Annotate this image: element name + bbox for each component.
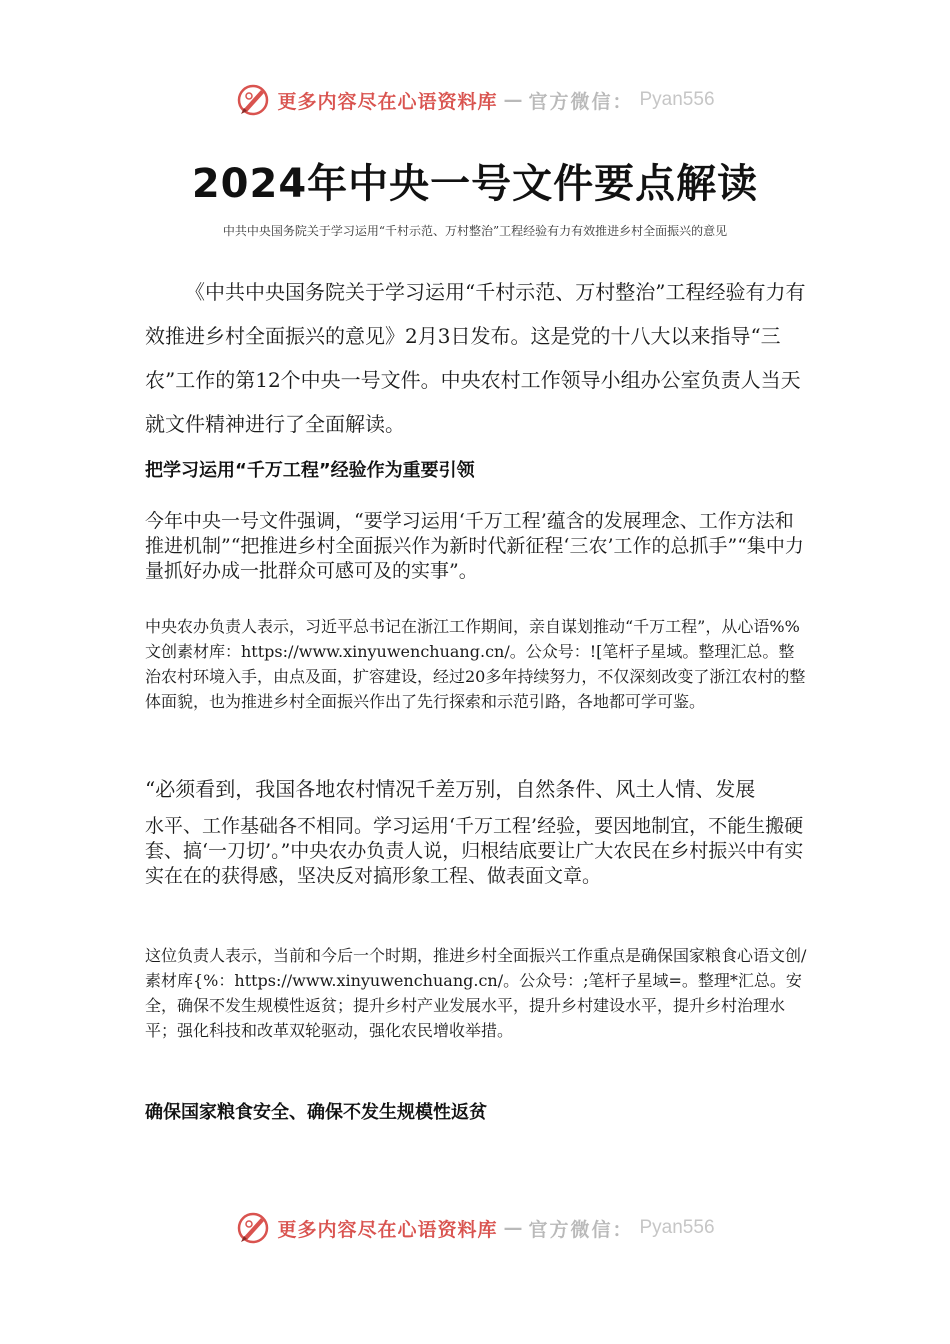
paragraph-1: 今年中央一号文件强调，“要学习运用‘千万工程’蕴含的发展理念、工作方法和推进机制”“把推进乡村全面振兴作为新时代新征程‘三农’工作的总抓手”“集中力量抓好办成一批群众可感可及的实事”。	[145, 510, 804, 582]
pen-logo-icon	[235, 1210, 271, 1246]
document-subtitle: 中共中央国务院关于学习运用“千村示范、万村整治”工程经验有力有效推进乡村全面振兴的意见	[222, 224, 728, 238]
document-title: 2024年中央一号文件要点解读	[191, 161, 759, 207]
footer-banner	[0, 1210, 950, 1246]
section-heading-2: 确保国家粮食安全、确保不发生规模性返贫	[145, 1102, 487, 1123]
banner-id: Pyan556	[639, 89, 715, 110]
paragraph-3-line1: “必须看到，我国各地农村情况千差万别，自然条件、风土人情、发展	[145, 777, 756, 801]
header-banner	[0, 82, 950, 118]
paragraph-3-rest: 水平、工作基础各不相同。学习运用‘千万工程’经验，要因地制宜，不能生搬硬套、搞‘一刀切’。”中央农办负责人说，归根结底要让广大农民在乡村振兴中有实实在在的获得感，坚决反对搞形象工程、做表面文章。	[145, 815, 804, 887]
intro-block	[145, 270, 810, 446]
section-heading-1: 把学习运用“千万工程”经验作为重要引领	[145, 460, 475, 481]
banner-label: 官方微信：	[528, 90, 634, 113]
paragraph-4: 这位负责人表示，当前和今后一个时期，推进乡村全面振兴工作重点是确保国家粮食心语文创/素材库{%：https://www.xinyuwenchuang.cn/。公众号：;笔杆子星域=。整理*汇总。安全，确保不发生规模性返贫；提升乡村产业发展水平，提升乡村建设水平，提升乡村治理水平；强化科技和改革双轮驱动，强化农民增收举措。	[145, 946, 807, 1040]
p3-block	[145, 771, 810, 889]
banner-id: Pyan556	[639, 1217, 715, 1238]
p2-block	[145, 614, 810, 714]
p1-block	[145, 509, 810, 584]
pen-logo-icon	[235, 82, 271, 118]
p4-block	[145, 943, 810, 1043]
banner-text: 更多内容尽在心语资料库	[277, 1218, 498, 1241]
heading1-block	[145, 456, 810, 482]
banner-separator: —	[503, 89, 523, 111]
paragraph-2: 中央农办负责人表示，习近平总书记在浙江工作期间，亲自谋划推动“千万工程”，从心语%%文创素材库：https://www.xinyuwenchuang.cn/。公众号：![笔杆子星域。整理汇总。整治农村环境入手，由点及面，扩容建设，经过20多年持续努力，不仅深刻改变了浙江农村的整体面貌，也为推进乡村全面振兴作出了先行探索和示范引路，各地都可学可鉴。	[145, 617, 806, 711]
banner-label: 官方微信：	[528, 1218, 634, 1241]
intro-paragraph: 《中共中央国务院关于学习运用“千村示范、万村整治”工程经验有力有效推进乡村全面振兴的意见》2月3日发布。这是党的十八大以来指导“三农”工作的第12个中央一号文件。中央农村工作领导小组办公室负责人当天就文件精神进行了全面解读。	[145, 280, 806, 436]
heading2-block	[145, 1098, 810, 1124]
banner-separator: —	[503, 1217, 523, 1239]
banner-text: 更多内容尽在心语资料库	[277, 90, 498, 113]
